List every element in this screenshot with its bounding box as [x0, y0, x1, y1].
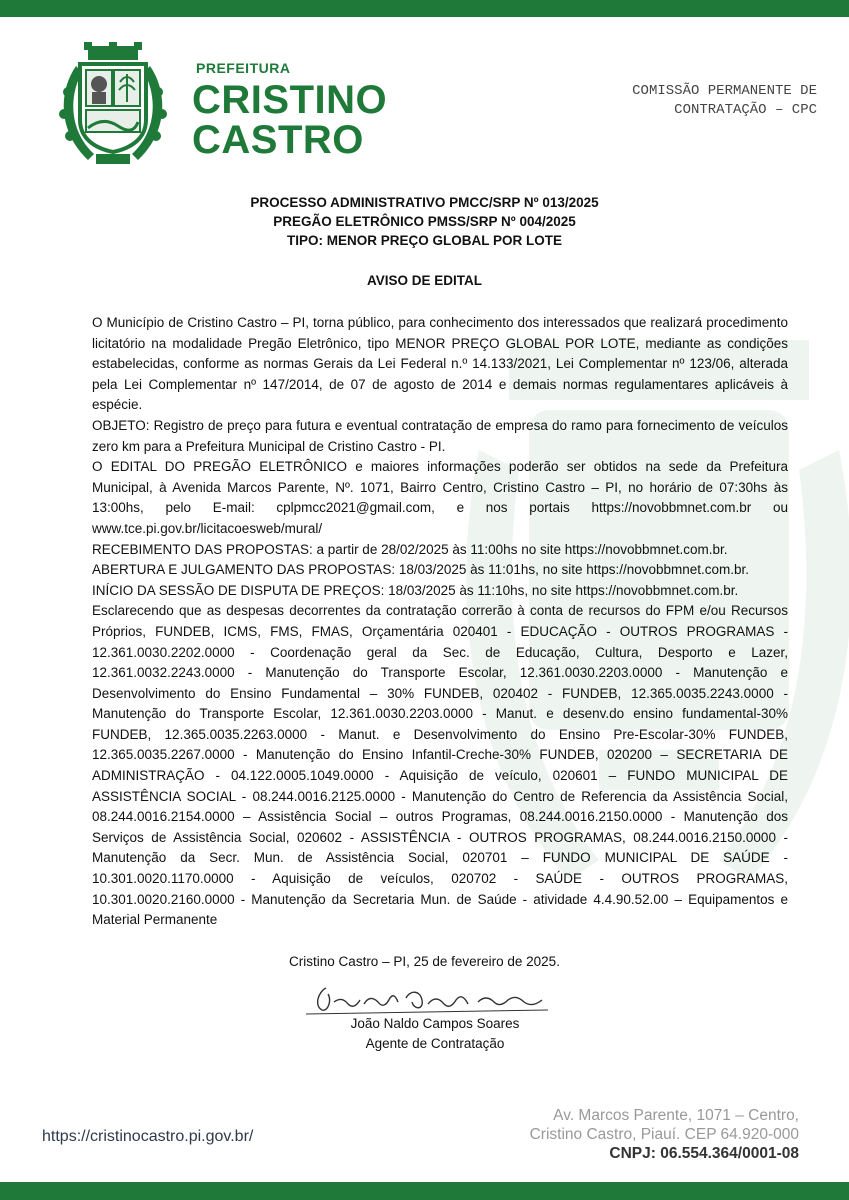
type-title: TIPO: MENOR PREÇO GLOBAL POR LOTE	[286, 233, 562, 248]
recebimento-paragraph: RECEBIMENTO DAS PROPOSTAS: a partir de 28/02/2025 às 11:00hs no site https://novobbmnet.com.br.	[92, 541, 728, 557]
process-title: PROCESSO ADMINISTRATIVO PMCC/SRP Nº 013/2025	[250, 195, 599, 210]
intro-paragraph: O Município de Cristino Castro – PI, torna público, para conhecimento dos interessados que realizará procedimento licitatório na modalidade Pregão Eletrônico, tipo MENOR PREÇO GLOBAL POR LOTE, mediante as condições estabelecidas, conforme as normas Gerais da Lei Federal n.º 14.133/2021, Lei Complementar nº 123/06, alterada pela Lei Complementar nº 147/2014, de 07 de agosto de 2014 e demais normas regulamentares aplicáveis à espécie.	[92, 315, 788, 413]
commission-line1: COMISSÃO PERMANENTE DE	[632, 83, 817, 99]
bottom-green-bar	[0, 1182, 849, 1200]
footer-address	[530, 1106, 799, 1163]
pregao-title: PREGÃO ELETRÔNICO PMSS/SRP Nº 004/2025	[273, 214, 576, 229]
brand-prefeitura-label: PREFEITURA	[196, 60, 291, 76]
signer-role: Agente de Contratação	[365, 1036, 505, 1051]
signer-name: João Naldo Campos Soares	[350, 1016, 520, 1031]
municipal-crest-icon	[48, 42, 178, 170]
sessao-paragraph: INÍCIO DA SESSÃO DE DISPUTA DE PREÇOS: 18/03/2025 às 11:10hs, no site https://novobbmnet.com.br.	[92, 582, 739, 598]
edital-info-paragraph: O EDITAL DO PREGÃO ELETRÔNICO e maiores informações poderão ser obtidos na sede da Prefeitura Municipal, à Avenida Marcos Parente, Nº. 1071, Bairro Centro, Cristino Castro – PI, no horário de 07:30hs às 13:00hs, pelo E-mail: cplpmcc2021@gmail.com, e nos portais https://novobbmnet.com.br ou www.tce.pi.gov.br/licitacoesweb/mural/	[92, 459, 788, 536]
notice-body	[92, 313, 788, 931]
cnpj: CNPJ: 06.554.364/0001-08	[609, 1145, 799, 1162]
document-titles	[0, 193, 849, 250]
brand-city-line2: CASTRO	[192, 118, 364, 162]
address-line1: Av. Marcos Parente, 1071 – Centro,	[553, 1107, 799, 1124]
top-green-bar	[0, 0, 849, 17]
signer-block	[290, 1014, 580, 1054]
commission-line2: CONTRATAÇÃO – CPC	[674, 102, 817, 118]
aviso-heading: AVISO DE EDITAL	[366, 273, 482, 288]
brand-city-line1: CRISTINO	[192, 78, 388, 122]
place-date: Cristino Castro – PI, 25 de fevereiro de 2025.	[289, 954, 560, 969]
address-line2: Cristino Castro, Piauí. CEP 64.920-000	[529, 1126, 799, 1143]
abertura-paragraph: ABERTURA E JULGAMENTO DAS PROPOSTAS: 18/03/2025 às 11:01hs, no site https://novobbmnet.com.br.	[92, 562, 750, 578]
commission-header	[632, 82, 817, 120]
website-link[interactable]: https://cristinocastro.pi.gov.br/	[42, 1128, 254, 1145]
objeto-paragraph: OBJETO: Registro de preço para futura e eventual contratação de empresa do ramo para fornecimento de veículos zero km para a Prefeitura Municipal de Cristino Castro - PI.	[92, 417, 788, 454]
despesas-paragraph: Esclarecendo que as despesas decorrentes da contratação correrão à conta de recursos do FPM e/ou Recursos Próprios, FUNDEB, ICMS, FMS, FMAS, Orçamentária 020401 - EDUCAÇÃO - OUTROS PROGRAMAS - 12.361.0030.2202.0000 - Coordenação geral da Sec. de Educação, Cultura, Desporto e Lazer, 12.361.0032.2243.0000 - Manutenção do Transporte Escolar, 12.361.0030.2203.0000 - Manutenção e Desenvolvimento do Ensino Fundamental – 30% FUNDEB, 020402 - FUNDEB, 12.365.0035.2243.0000 - Manutenção do Transporte Escolar, 12.361.0030.2203.0000 - Manut. e desenv.do ensino fundamental-30% FUNDEB, 12.365.0035.2263.0000 - Manut. e Desenvolvimento do Ensino Pre-Escolar-30% FUNDEB, 12.365.0035.2267.0000 - Manutenção do Ensino Infantil-Creche-30% FUNDEB, 020200 – SECRETARIA DE ADMINISTRAÇÃO - 04.122.0005.1049.0000 - Aquisição de veículo, 020601 – FUNDO MUNICIPAL DE ASSISTÊNCIA SOCIAL - 08.244.0016.2125.0000 - Manutenção do Centro de Referencia da Assistência Social, 08.244.0016.2154.0000 – Assistência Social – outros Programas, 08.244.0016.2150.0000 - Manutenção dos Serviços de Assistência Social, 020602 - ASSISTÊNCIA - OUTROS PROGRAMAS, 08.244.0016.2150.0000 - Manutenção da Secr. Mun. de Assistência Social, 020701 – FUNDO MUNICIPAL DE SAÚDE - 10.301.0020.1170.0000 - Aquisição de veículos, 020702 - SAÚDE - OUTROS PROGRAMAS, 10.301.0020.2160.0000 - Manutenção da Secretaria Mun. de Saúde - atividade 4.4.90.52.00 – Equipamentos e Material Permanente	[92, 603, 788, 928]
